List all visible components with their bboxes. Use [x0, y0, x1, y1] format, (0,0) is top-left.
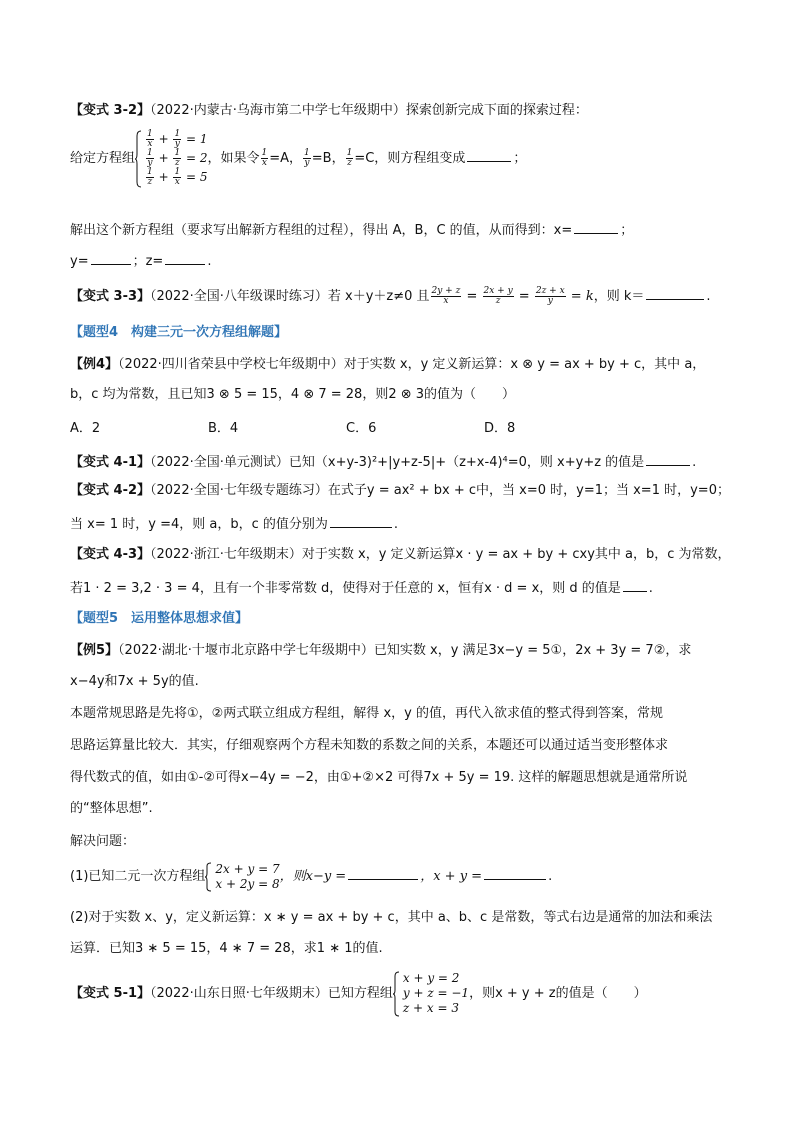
equation-2: x + 2y = 8: [215, 876, 280, 891]
x-minus-y-blank[interactable]: [348, 866, 418, 880]
brace-icon: [393, 971, 400, 1017]
question-2-line-2: 运算．已知3 ∗ 5 = 15，4 ∗ 7 = 28，求1 ∗ 1的值.: [70, 941, 383, 956]
option-b[interactable]: B．4: [208, 421, 239, 436]
example-5-line-1: 【例5】（2022·湖北·十堰市北京路中学七年级期中）已知实数 x，y 满足3x−y = 5①，2x + 3y = 7②，求: [70, 643, 692, 658]
example-4-line-2: b，c 均为常数，且已知3 ⊗ 5 = 15，4 ⊗ 7 = 28，则2 ⊗ 3的值为（ ）: [70, 387, 516, 402]
variant-3-2-system-line: 给定方程组 $\frac{1}{x}$ + $\frac{1}{y}$ = 1 $\frac{1}{y}$ + $\frac{1}{z}$ = 2 $\frac{1}{z}$ + $\frac{1}{x}$ = 5 ，如果令 $\frac{1}{x}$ =A， $\frac{1}{y}$ =B， $\frac{1}{z}$ =C，则方程组变成 ；: [70, 128, 527, 187]
variant-5-1: 【变式 5-1】（2022·山东日照·七年级期末）已知方程组 x + y = 2 y + z = −1 z + x = 3 ，则x + y + z的值是（ ）: [70, 970, 647, 1015]
option-a[interactable]: A．2: [70, 421, 101, 436]
variant-5-1-system: [393, 971, 469, 1017]
equation-2: $\frac{1}{y}$ + $\frac{1}{z}$ = 2: [147, 147, 208, 168]
example-4-options: [70, 420, 622, 438]
sum-answer-blank[interactable]: [646, 452, 690, 466]
variant-4-2-line-2: 当 x= 1 时，y =4，则 a，b，c 的值分别为 .: [70, 514, 398, 534]
x-plus-y-blank[interactable]: [484, 866, 546, 880]
example-4-line-1: 【例4】（2022·四川省荣县中学校七年级期中）对于实数 x，y 定义新运算：x ⊗ y = ax + by + c，其中 a，: [70, 357, 706, 372]
variant-3-2-solve-line: 解出这个新方程组（要求写出解新方程组的过程），得出 A，B，C 的值，从而得到：x= ；: [70, 220, 633, 240]
topic-5-heading: 【题型5 运用整体思想求值】: [70, 611, 249, 626]
variant-3-2-header: [70, 102, 588, 120]
equation-3: $\frac{1}{z}$ + $\frac{1}{x}$ = 5: [147, 166, 208, 187]
question-1-system: [205, 862, 279, 892]
variant-tag: 【变式 3-2】: [70, 103, 151, 118]
variant-4-3-line-1: 【变式 4-3】（2022·浙江·七年级期末）对于实数 x，y 定义新运算x · y = ax + by + cxy其中 a，b，c 为常数，: [70, 547, 731, 562]
source: （2022·内蒙古·乌海市第二中学七年级期中）: [150, 103, 406, 118]
equation-2: y + z = −1: [402, 985, 470, 1000]
abc-answer-blank[interactable]: [330, 514, 392, 528]
equation-1: $\frac{1}{x}$ + $\frac{1}{y}$ = 1: [147, 128, 208, 149]
paragraph-line-2: 思路运算量比较大．其实，仔细观察两个方程未知数的系数之间的关系，本题还可以通过适当变形整体求: [70, 738, 669, 753]
example-5-line-2: x−4y和7x + 5y的值.: [70, 674, 199, 689]
k-answer-blank[interactable]: [646, 286, 704, 300]
solve-heading: 解决问题：: [70, 834, 136, 849]
intro-text: 探索创新完成下面的探索过程：: [405, 103, 588, 118]
equation-system: [135, 130, 207, 188]
variant-4-1: 【变式 4-1】（2022·全国·单元测试）已知（x+y-3)²+|y+z-5|+（z+x-4)⁴=0，则 x+y+z 的值是 .: [70, 452, 696, 472]
answer-blank[interactable]: [467, 148, 511, 162]
given-label: 给定方程组: [70, 151, 136, 166]
paragraph-line-4: 的“整体思想”.: [70, 801, 153, 816]
equation-1: 2x + y = 7: [215, 861, 280, 876]
d-answer-blank[interactable]: [623, 578, 647, 592]
brace-icon: [135, 130, 142, 188]
paragraph-line-1: 本题常规思路是先将①，②两式联立组成方程组，解得 x，y 的值，再代入欲求值的整式得到答案，常规: [70, 706, 663, 721]
option-d[interactable]: D．8: [484, 421, 516, 436]
question-2-line-1: (2)对于实数 x、y，定义新运算：x ∗ y = ax + by + c，其中 a、b、c 是常数，等式右边是通常的加法和乘法: [70, 910, 713, 925]
option-c[interactable]: C．6: [346, 421, 377, 436]
question-1: (1)已知二元一次方程组 2x + y = 7 x + 2y = 8 ，则x−y = ，x + y = .: [70, 861, 553, 891]
variant-3-3: 【变式 3-3】（2022·全国·八年级课时练习）若 x＋y＋z≠0 且 $\frac{2y + z}{x}$ = $\frac{2x + y}{z}$ = $\frac{2z + x}{y}$ = k，则 k＝ .: [70, 286, 711, 306]
variant-4-2-line-1: 【变式 4-2】（2022·全国·七年级专题练习）在式子y = ax² + bx + c中，当 x=0 时，y=1；当 x=1 时，y=0；: [70, 483, 730, 498]
equation-3: z + x = 3: [402, 1000, 459, 1015]
topic-4-heading: 【题型4 构建三元一次方程组解题】: [70, 325, 288, 340]
paragraph-line-3: 得代数式的值，如由①-②可得x−4y = −2，由①+②×2 可得7x + 5y = 19. 这样的解题思想就是通常所说: [70, 770, 688, 785]
z-answer-blank[interactable]: [165, 251, 205, 265]
x-answer-blank[interactable]: [574, 220, 618, 234]
variant-4-3-line-2: 若1 · 2 = 3,2 · 3 = 4，且有一个非零常数 d，使得对于任意的 x，恒有x · d = x，则 d 的值是 .: [70, 578, 653, 598]
brace-icon: [205, 862, 212, 892]
equation-1: x + y = 2: [402, 970, 460, 985]
variant-3-2-yz-line: y= ；z= .: [70, 251, 211, 271]
y-answer-blank[interactable]: [91, 251, 131, 265]
